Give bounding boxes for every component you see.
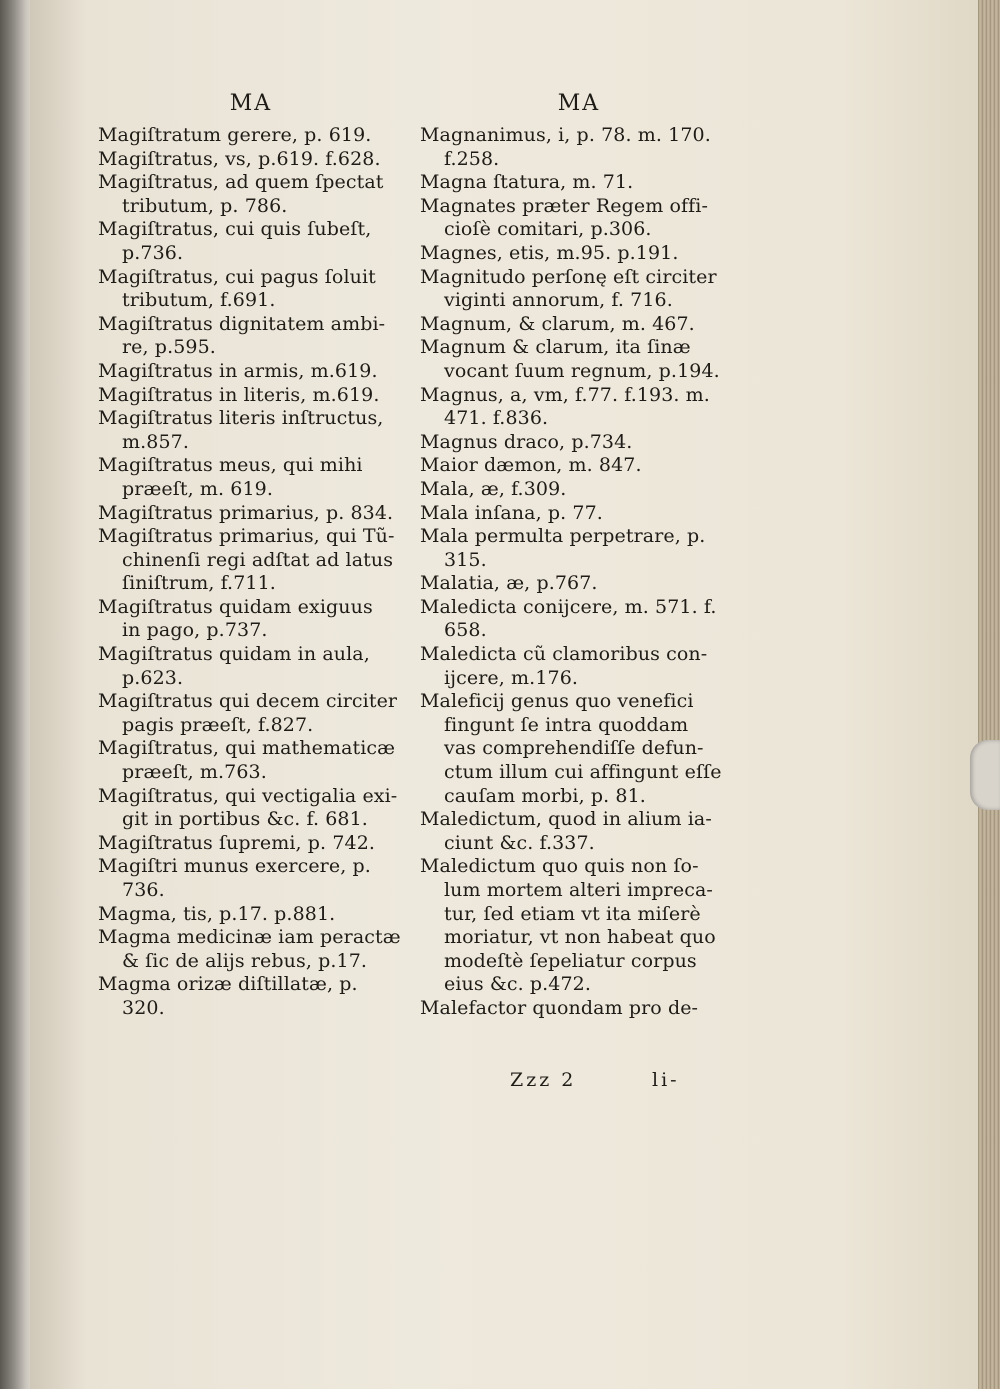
entry-headword-line: Magiſtratus, qui vectigalia exi- xyxy=(98,784,398,807)
entry-continuation-line: fingunt ſe intra quoddam xyxy=(444,713,689,736)
index-entry xyxy=(98,643,404,690)
index-entry xyxy=(420,124,738,171)
index-entry xyxy=(98,737,404,784)
entry-continuation-line: ctum illum cui affingunt eſſe xyxy=(444,761,722,784)
right-column xyxy=(420,92,738,1021)
entry-headword-line: Maledicta conijcere, m. 571. f. xyxy=(420,595,717,618)
signature-mark: Zzz 2 xyxy=(510,1069,577,1091)
index-entry xyxy=(98,218,404,265)
left-column xyxy=(98,92,404,1021)
index-entry xyxy=(420,171,738,195)
entry-headword-line: Malatia, æ, p.767. xyxy=(420,572,598,595)
left-column-header: MA xyxy=(229,91,273,116)
index-entry xyxy=(98,313,404,360)
index-entry xyxy=(98,785,404,832)
index-entry xyxy=(420,384,738,431)
entry-headword-line: Magiſtratus, cui quis ſubeſt, xyxy=(98,218,372,241)
entry-headword-line: Magiſtratus, qui mathematicæ xyxy=(98,737,396,760)
catchword: li- xyxy=(652,1069,680,1091)
entry-continuation-line: ciunt &c. f.337. xyxy=(444,831,595,854)
index-entry xyxy=(98,973,404,1020)
entry-headword-line: Magna ſtatura, m. 71. xyxy=(420,171,634,194)
entry-headword-line: Magiſtratus, ad quem ſpectat xyxy=(98,171,384,194)
index-entry xyxy=(98,384,404,408)
index-entry xyxy=(420,690,738,808)
entry-headword-line: Maior dæmon, m. 847. xyxy=(420,454,642,477)
entry-headword-line: Maledicta cũ clamoribus con- xyxy=(420,643,708,666)
entry-headword-line: Magiſtratus ſupremi, p. 742. xyxy=(98,831,376,854)
entry-headword-line: Magma orizæ diſtillatæ, p. xyxy=(98,973,358,996)
entry-headword-line: Malefactor quondam pro de- xyxy=(420,996,699,1019)
entry-headword-line: Magiſtratus primarius, qui Tũ- xyxy=(98,525,395,548)
entry-headword-line: Magnitudo perſonę eſt circiter xyxy=(420,265,717,288)
entry-continuation-line: tur, ſed etiam vt ita miſerè xyxy=(444,902,701,925)
index-entry xyxy=(98,690,404,737)
index-entry xyxy=(420,572,738,596)
entry-continuation-line: 320. xyxy=(122,996,165,1019)
entry-continuation-line: vas comprehendiſſe defun- xyxy=(444,737,704,760)
index-entry xyxy=(98,266,404,313)
right-entry-list xyxy=(420,124,738,1021)
entry-continuation-line: eius &c. p.472. xyxy=(444,973,591,996)
entry-headword-line: Magnus, a, vm, f.77. f.193. m. xyxy=(420,383,710,406)
index-entry xyxy=(98,855,404,902)
entry-continuation-line: chinenſi regi adſtat ad latus xyxy=(122,548,394,571)
entry-continuation-line: lum mortem alteri impreca- xyxy=(444,879,713,901)
entry-continuation-line: cauſam morbi, p. 81. xyxy=(444,784,646,807)
entry-continuation-line: & ſic de alijs rebus, p.17. xyxy=(122,949,368,972)
entry-headword-line: Magma medicinæ iam peractæ xyxy=(98,926,401,949)
entry-continuation-line: 471. f.836. xyxy=(444,407,549,430)
entry-headword-line: Magnates præter Regem offi- xyxy=(420,194,708,217)
entry-headword-line: Magiſtri munus exercere, p. xyxy=(98,855,371,878)
entry-continuation-line: git in portibus &c. f. 681. xyxy=(122,808,368,831)
entry-headword-line: Magma, tis, p.17. p.881. xyxy=(98,902,336,925)
entry-headword-line: Magiſtratus primarius, p. 834. xyxy=(98,501,394,524)
entry-continuation-line: ijcere, m.176. xyxy=(444,666,579,689)
index-entry xyxy=(98,926,404,973)
index-entry xyxy=(420,431,738,455)
index-entry xyxy=(98,596,404,643)
index-entry xyxy=(420,195,738,242)
entry-headword-line: Magiſtratus qui decem circiter xyxy=(98,690,398,713)
left-entry-list xyxy=(98,124,404,1021)
entry-continuation-line: moriatur, vt non habeat quo xyxy=(444,926,716,949)
entry-headword-line: Magiſtratus quidam in aula, xyxy=(98,643,370,666)
entry-headword-line: Magiſtratus, cui pagus ſoluit xyxy=(98,265,376,288)
index-entry xyxy=(98,502,404,526)
index-entry xyxy=(98,832,404,856)
entry-headword-line: Magnum, & clarum, m. 467. xyxy=(420,312,695,335)
entry-continuation-line: viginti annorum, f. 716. xyxy=(444,289,673,312)
entry-continuation-line: tributum, f.691. xyxy=(122,289,276,312)
entry-continuation-line: 658. xyxy=(444,619,487,642)
adjacent-page-edge xyxy=(0,0,34,1389)
entry-continuation-line: pagis præeſt, f.827. xyxy=(122,713,314,736)
entry-headword-line: Maledictum quo quis non ſo- xyxy=(420,855,699,878)
entry-continuation-line: 736. xyxy=(122,879,165,901)
index-entry xyxy=(420,454,738,478)
index-entry xyxy=(420,525,738,572)
index-entry xyxy=(420,596,738,643)
index-entry xyxy=(420,336,738,383)
index-entry xyxy=(420,313,738,337)
entry-headword-line: Mala permulta perpetrare, p. xyxy=(420,525,706,548)
entry-headword-line: Magiſtratus in armis, m.619. xyxy=(98,359,378,382)
entry-headword-line: Magnum & clarum, ita ſinæ xyxy=(420,336,691,359)
entry-headword-line: Mala inſana, p. 77. xyxy=(420,501,603,524)
index-entry xyxy=(98,407,404,454)
index-entry xyxy=(420,502,738,526)
index-entry xyxy=(420,997,738,1021)
entry-continuation-line: in pago, p.737. xyxy=(122,619,268,642)
index-entry xyxy=(98,360,404,384)
index-entry xyxy=(98,454,404,501)
entry-continuation-line: vocant ſuum regnum, p.194. xyxy=(444,359,720,382)
entry-headword-line: Magiſtratus in literis, m.619. xyxy=(98,383,380,406)
entry-continuation-line: præeſt, m.763. xyxy=(122,761,267,784)
entry-headword-line: Magiſtratus quidam exiguus xyxy=(98,595,373,618)
entry-headword-line: Magnanimus, i, p. 78. m. 170. xyxy=(420,124,711,146)
entry-continuation-line: ſiniſtrum, f.711. xyxy=(122,572,276,595)
entry-headword-line: Magiſtratum gerere, p. 619. xyxy=(98,124,372,146)
index-entry xyxy=(98,903,404,927)
entry-continuation-line: p.736. xyxy=(122,241,184,264)
entry-continuation-line: præeſt, m. 619. xyxy=(122,477,273,500)
index-entry xyxy=(420,242,738,266)
entry-continuation-line: m.857. xyxy=(122,430,189,453)
entry-headword-line: Magiſtratus meus, qui mihi xyxy=(98,454,363,477)
entry-headword-line: Magiſtratus dignitatem ambi- xyxy=(98,312,386,335)
entry-continuation-line: cioſè comitari, p.306. xyxy=(444,218,652,241)
entry-continuation-line: modeſtè ſepeliatur corpus xyxy=(444,949,697,972)
index-entry xyxy=(98,525,404,596)
entry-continuation-line: re, p.595. xyxy=(122,336,216,359)
index-entry xyxy=(420,643,738,690)
entry-headword-line: Magiſtratus literis inſtructus, xyxy=(98,407,384,430)
index-entry xyxy=(98,124,404,148)
entry-headword-line: Magnes, etis, m.95. p.191. xyxy=(420,241,679,264)
index-entry xyxy=(420,808,738,855)
index-entry xyxy=(98,171,404,218)
entry-headword-line: Maleficij genus quo venefici xyxy=(420,690,694,713)
clasp-tab xyxy=(970,740,1000,810)
index-entry xyxy=(420,855,738,997)
entry-headword-line: Magnus draco, p.734. xyxy=(420,430,633,453)
entry-continuation-line: p.623. xyxy=(122,666,184,689)
index-entry xyxy=(420,478,738,502)
index-entry xyxy=(98,148,404,172)
entry-headword-line: Maledictum, quod in alium ia- xyxy=(420,808,712,831)
right-column-header: MA xyxy=(557,91,601,116)
entry-headword-line: Magiſtratus, vs, p.619. f.628. xyxy=(98,147,381,170)
entry-continuation-line: tributum, p. 786. xyxy=(122,194,288,217)
page-stack-edge xyxy=(978,0,1000,1389)
entry-continuation-line: 315. xyxy=(444,548,487,571)
index-entry xyxy=(420,266,738,313)
entry-headword-line: Mala, æ, f.309. xyxy=(420,477,567,500)
entry-continuation-line: f.258. xyxy=(444,147,500,170)
